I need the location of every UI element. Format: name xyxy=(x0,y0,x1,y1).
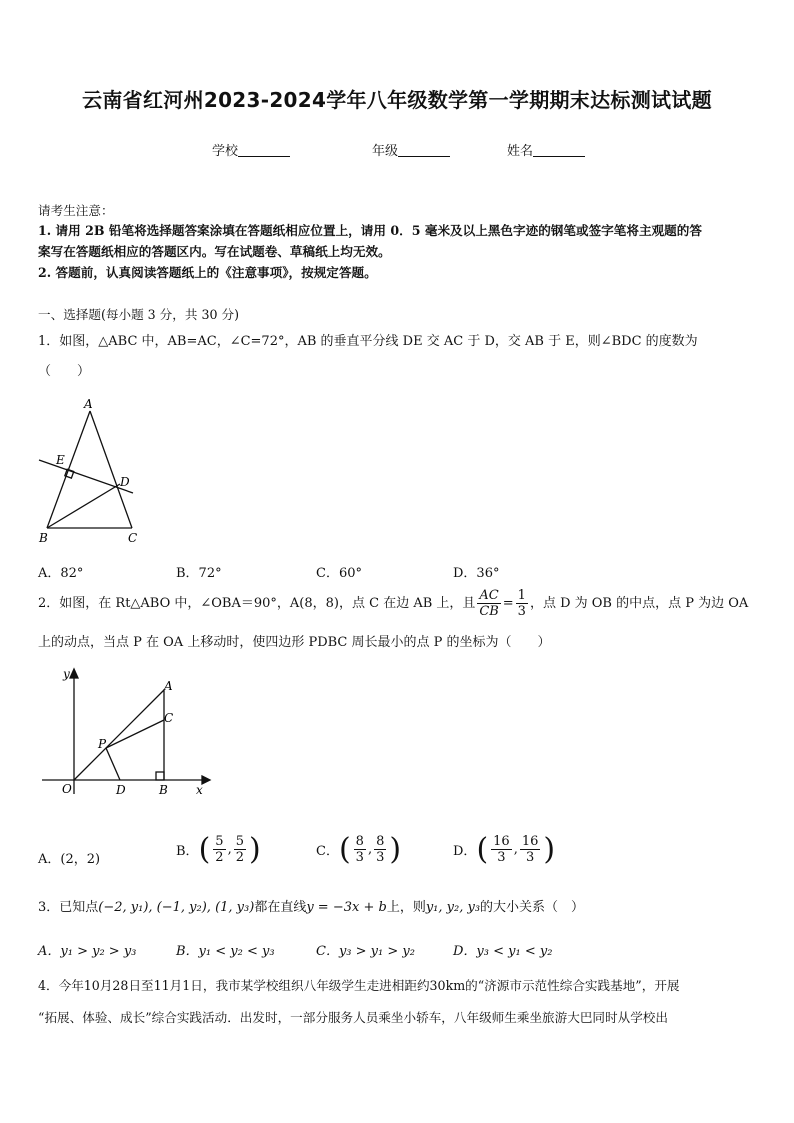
q2-d-n1: 16 xyxy=(493,834,510,849)
q3-line: y = −3x + b xyxy=(306,900,387,915)
q2-b-d1: 2 xyxy=(215,850,224,865)
question-4-line-2: “拓展、体验、成长”综合实践活动．出发时，一部分服务人员乘坐小轿车，八年级师生乘坐旅游大巴同时从学校出 xyxy=(38,1010,668,1025)
q2-option-d: D． ( $\frac{16}{3}$ , $\frac{16}{3}$ ) xyxy=(453,831,556,867)
q3-text-a: 3．已知点 xyxy=(38,900,99,915)
q3-option-a: A．y₁ > y₂ > y₃ xyxy=(38,944,137,959)
notice-item-2: 2. 答题前，认真阅读答题纸上的《注意事项》，按规定答题。 xyxy=(38,265,377,280)
q2-c-d1: 3 xyxy=(355,850,364,865)
question-4-line-1: 4．今年10月28日至11月1日，我市某学校组织八年级学生走进相距约30km的“济源市示范性综合实践基地”，开展 xyxy=(38,978,680,993)
school-blank xyxy=(238,144,290,157)
question-1-blank: （ ） xyxy=(38,364,91,379)
q3-option-c: C．y₃ > y₁ > y₂ xyxy=(316,944,415,959)
q2-option-d-label: D． xyxy=(453,844,477,859)
name-blank xyxy=(533,144,585,157)
notice-item-1-line-2: 案写在答题纸相应的答题区内。写在试题卷、草稿纸上均无效。 xyxy=(38,244,391,259)
q2-label-p: P xyxy=(98,737,107,751)
q2-b-n1: 5 xyxy=(215,834,224,849)
q3-vars: y₁, y₂, y₃ xyxy=(425,900,481,915)
q2-option-b: B． ( $\frac{5}{2}$ , $\frac{5}{2}$ ) xyxy=(176,831,261,867)
q2-b-n2: 5 xyxy=(235,834,244,849)
section-heading: 一、选择题(每小题 3 分，共 30 分) xyxy=(38,307,240,322)
notice-item-1-line-1: 1. 请用 2B 铅笔将选择题答案涂填在答题纸相应位置上，请用 0．5 毫米及以上黑色字迹的钢笔或签字笔将主观题的答 xyxy=(38,223,702,238)
q2-label-o: O xyxy=(62,782,72,796)
grade-blank xyxy=(398,144,450,157)
q2-label-y: y xyxy=(63,667,70,681)
q3-option-d: D．y₃ < y₁ < y₂ xyxy=(453,944,553,959)
q3-text-c: 上，则 xyxy=(386,900,426,915)
q2-b-d2: 2 xyxy=(235,850,244,865)
notice-heading: 请考生注意： xyxy=(38,203,114,218)
q2-option-b-label: B． xyxy=(176,844,199,859)
q1-option-c: C．60° xyxy=(316,566,362,581)
q2-ratio-lhs-den: CB xyxy=(479,604,499,619)
q2-ratio-lhs-num: AC xyxy=(479,588,499,603)
q1-label-a: A xyxy=(84,397,93,411)
q2-ratio-rhs-den: 3 xyxy=(517,604,526,619)
question-2-line-2: 上的动点，当点 P 在 OA 上移动时，使四边形 PDBC 周长最小的点 P 的坐标为（ ） xyxy=(38,635,551,650)
q2-option-a: A．(2，2) xyxy=(38,852,101,867)
question-2-line-1 xyxy=(38,588,748,619)
question-3-text xyxy=(38,898,584,918)
q2-c-n1: 8 xyxy=(355,834,364,849)
school-label: 学校 xyxy=(212,144,239,159)
q3-option-b: B．y₁ < y₂ < y₃ xyxy=(176,944,275,959)
grade-field xyxy=(372,140,450,159)
q2-label-c: C xyxy=(164,711,174,725)
page-title: 云南省红河州2023-2024学年八年级数学第一学期期末达标测试试题 xyxy=(82,88,712,112)
q2-label-a: A xyxy=(164,679,173,693)
q1-label-c: C xyxy=(128,531,138,545)
q2-ratio-rhs xyxy=(516,588,528,619)
q1-label-e: E xyxy=(56,453,65,467)
q2-eq: = xyxy=(502,595,514,611)
q1-option-d: D．36° xyxy=(453,566,500,581)
q3-text-b: 都在直线 xyxy=(254,900,307,915)
q2-text-b: ，点 D 为 OB 的中点，点 P 为边 OA xyxy=(529,595,749,611)
name-field xyxy=(507,140,585,159)
q2-d-d1: 3 xyxy=(497,850,506,865)
q2-c-n2: 8 xyxy=(376,834,385,849)
name-label: 姓名 xyxy=(507,144,534,159)
q2-label-b: B xyxy=(159,783,168,797)
question-2-figure xyxy=(38,664,218,804)
grade-label: 年级 xyxy=(372,144,399,159)
q2-d-d2: 3 xyxy=(525,850,535,865)
q2-ratio-lhs xyxy=(477,588,500,619)
q2-option-c: C． ( $\frac{8}{3}$ , $\frac{8}{3}$ ) xyxy=(316,831,402,867)
q1-option-b: B．72° xyxy=(176,566,222,581)
q1-option-a: A．82° xyxy=(38,566,84,581)
q2-label-x: x xyxy=(196,783,203,797)
q1-label-b: B xyxy=(39,531,48,545)
q3-points: (−2, y₁), (−1, y₂), (1, y₃) xyxy=(98,900,255,915)
q1-label-d: D xyxy=(120,475,130,489)
q2-option-c-label: C． xyxy=(316,844,339,859)
q2-label-d: D xyxy=(116,783,126,797)
q2-text-a: 2．如图，在 Rt△ABO 中，∠OBA＝90°，A(8，8)，点 C 在边 AB 上，且 xyxy=(38,595,476,611)
question-1-text: 1．如图，△ABC 中，AB=AC，∠C=72°，AB 的垂直平分线 DE 交 AC 于 D，交 AB 于 E，则∠BDC 的度数为 xyxy=(38,334,698,349)
q2-d-n2: 16 xyxy=(521,834,539,849)
school-field xyxy=(212,140,290,159)
q2-c-d2: 3 xyxy=(376,850,385,865)
question-1-figure xyxy=(34,394,144,550)
q2-ratio-rhs-num: 1 xyxy=(517,588,526,603)
q3-text-d: 的大小关系（ ） xyxy=(480,900,585,915)
